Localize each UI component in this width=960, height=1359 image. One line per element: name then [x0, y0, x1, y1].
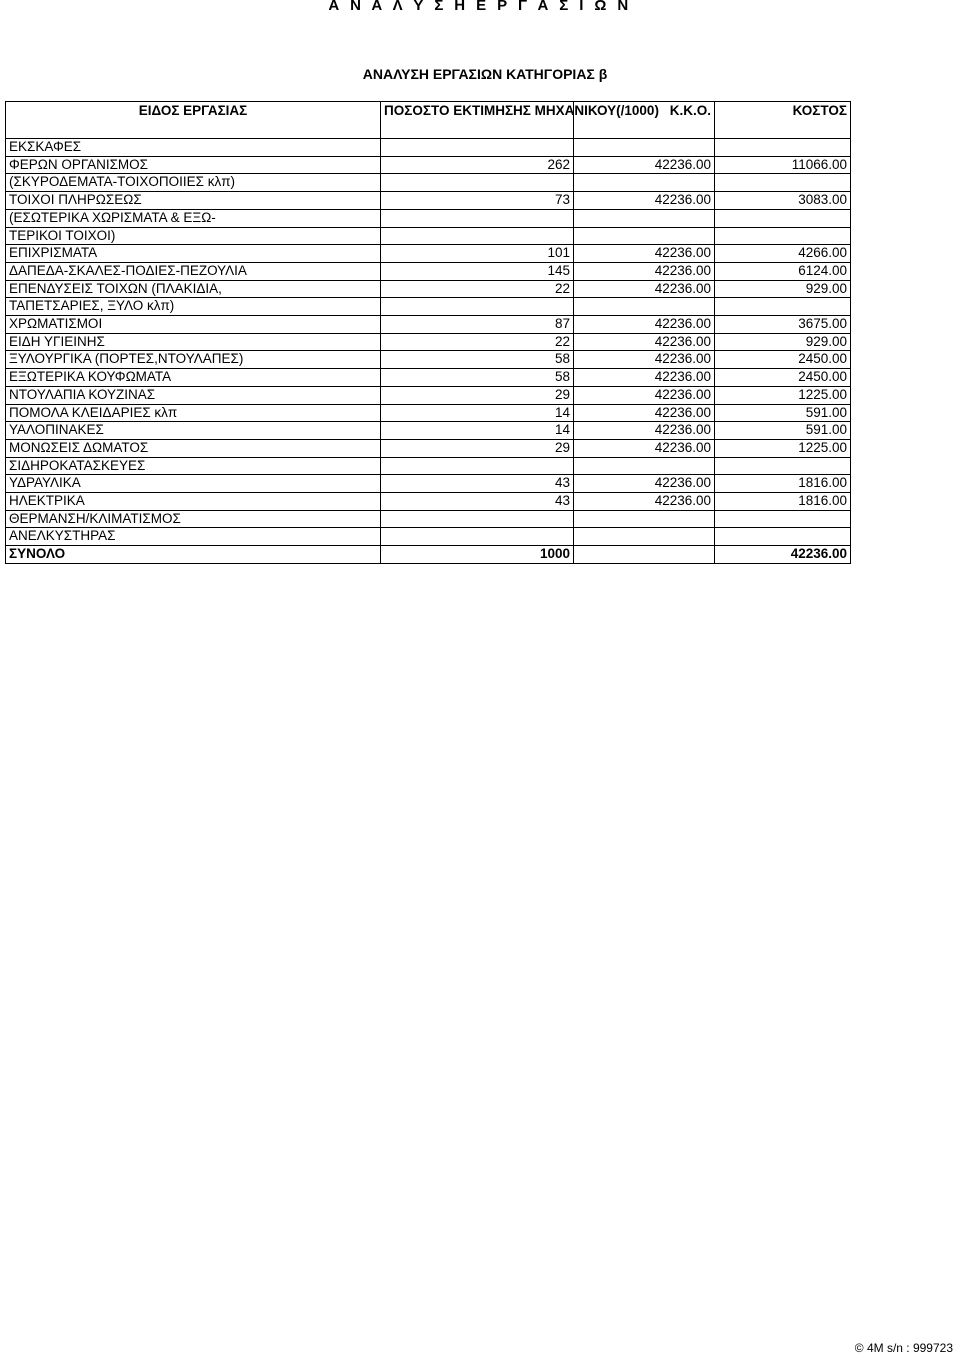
- header-kko: Κ.Κ.Ο.: [574, 102, 715, 139]
- cell-cost: 6124.00: [715, 262, 851, 280]
- table-row: [6, 316, 851, 334]
- cell-cost: 4266.00: [715, 245, 851, 263]
- cell-kko: 42236.00: [574, 316, 715, 334]
- table-row: [6, 475, 851, 493]
- table-row: [6, 351, 851, 369]
- table-row: [6, 422, 851, 440]
- cell-kko: [574, 174, 715, 192]
- cell-percentage: 22: [381, 280, 574, 298]
- cell-cost: 591.00: [715, 422, 851, 440]
- cell-cost: 929.00: [715, 280, 851, 298]
- cell-percentage: [381, 298, 574, 316]
- header-percentage: ΠΟΣΟΣΤΟ ΕΚΤΙΜΗΣΗΣ ΜΗΧΑΝΙΚΟΥ(/1000): [381, 102, 574, 139]
- table-row: [6, 457, 851, 475]
- cell-cost: 591.00: [715, 404, 851, 422]
- cell-kko: 42236.00: [574, 192, 715, 210]
- cell-cost: 11066.00: [715, 156, 851, 174]
- cell-cost: [715, 174, 851, 192]
- cell-cost: 3675.00: [715, 316, 851, 334]
- cell-cost: [715, 209, 851, 227]
- table-header-row: [6, 102, 851, 139]
- cell-cost: 3083.00: [715, 192, 851, 210]
- cell-percentage: [381, 227, 574, 245]
- table-row: [6, 528, 851, 546]
- cell-kko: 42236.00: [574, 493, 715, 511]
- table-row: [6, 386, 851, 404]
- cell-percentage: [381, 510, 574, 528]
- cell-kko: 42236.00: [574, 422, 715, 440]
- cell-work-type: ΥΔΡΑΥΛΙΚΑ: [6, 475, 381, 493]
- cell-work-type: ΝΤΟΥΛΑΠΙΑ ΚΟΥΖΙΝΑΣ: [6, 386, 381, 404]
- cell-kko: 42236.00: [574, 333, 715, 351]
- cell-percentage: [381, 209, 574, 227]
- cell-percentage: 29: [381, 439, 574, 457]
- cell-work-type: ΞΥΛΟΥΡΓΙΚΑ (ΠΟΡΤΕΣ,ΝΤΟΥΛΑΠΕΣ): [6, 351, 381, 369]
- cell-cost: [715, 510, 851, 528]
- cell-cost: 1225.00: [715, 386, 851, 404]
- cell-percentage: 145: [381, 262, 574, 280]
- cell-percentage: 87: [381, 316, 574, 334]
- cell-percentage: [381, 457, 574, 475]
- cell-work-type: ΔΑΠΕΔΑ-ΣΚΑΛΕΣ-ΠΟΔΙΕΣ-ΠΕΖΟΥΛΙΑ: [6, 262, 381, 280]
- cell-work-type: ΕΠΙΧΡΙΣΜΑΤΑ: [6, 245, 381, 263]
- cell-cost: [715, 457, 851, 475]
- cell-percentage: 22: [381, 333, 574, 351]
- cell-work-type: ΗΛΕΚΤΡΙΚΑ: [6, 493, 381, 511]
- cell-work-type: ΥΑΛΟΠΙΝΑΚΕΣ: [6, 422, 381, 440]
- cell-kko: [574, 457, 715, 475]
- cell-percentage: 73: [381, 192, 574, 210]
- cell-work-type: ΤΑΠΕΤΣΑΡΙΕΣ, ΞΥΛΟ κλπ): [6, 298, 381, 316]
- cell-kko: 42236.00: [574, 369, 715, 387]
- table-body: [6, 139, 851, 564]
- cell-cost: [715, 298, 851, 316]
- header-cost: ΚΟΣΤΟΣ: [715, 102, 851, 139]
- cell-cost: 2450.00: [715, 369, 851, 387]
- cell-cost: 2450.00: [715, 351, 851, 369]
- cell-cost: 1816.00: [715, 475, 851, 493]
- cell-percentage: 58: [381, 351, 574, 369]
- cell-work-type: ΕΠΕΝΔΥΣΕΙΣ ΤΟΙΧΩΝ (ΠΛΑΚΙΔΙΑ,: [6, 280, 381, 298]
- cell-cost: [715, 227, 851, 245]
- document-subtitle: ΑΝΑΛΥΣΗ ΕΡΓΑΣΙΩΝ ΚΑΤΗΓΟΡΙΑΣ β: [362, 66, 608, 82]
- cell-percentage: 14: [381, 422, 574, 440]
- table-row: [6, 439, 851, 457]
- cell-kko: 42236.00: [574, 262, 715, 280]
- cell-percentage: [381, 139, 574, 157]
- cell-percentage: 58: [381, 369, 574, 387]
- cell-percentage: 43: [381, 493, 574, 511]
- cell-work-type: ΕΞΩΤΕΡΙΚΑ ΚΟΥΦΩΜΑΤΑ: [6, 369, 381, 387]
- cell-kko: 42236.00: [574, 404, 715, 422]
- cell-kko: 42236.00: [574, 351, 715, 369]
- cell-kko: [574, 209, 715, 227]
- cell-cost: 1225.00: [715, 439, 851, 457]
- cell-work-type: ΧΡΩΜΑΤΙΣΜΟΙ: [6, 316, 381, 334]
- cell-percentage: [381, 528, 574, 546]
- cell-kko: [574, 139, 715, 157]
- serial-footer: © 4M s/n : 999723: [854, 1341, 953, 1355]
- table-row: [6, 209, 851, 227]
- cell-cost: 929.00: [715, 333, 851, 351]
- cell-work-type: ΕΙΔΗ ΥΓΙΕΙΝΗΣ: [6, 333, 381, 351]
- cell-cost: 1816.00: [715, 493, 851, 511]
- cell-work-type: (ΣΚΥΡΟΔΕΜΑΤΑ-ΤΟΙΧΟΠΟΙΙΕΣ κλπ): [6, 174, 381, 192]
- cell-percentage: 29: [381, 386, 574, 404]
- cell-kko: 42236.00: [574, 386, 715, 404]
- table-row: [6, 156, 851, 174]
- cell-cost: [715, 528, 851, 546]
- table-row: [6, 333, 851, 351]
- cell-work-type: ΑΝΕΛΚΥΣΤΗΡΑΣ: [6, 528, 381, 546]
- total-row: [6, 546, 851, 564]
- cell-work-type: ΕΚΣΚΑΦΕΣ: [6, 139, 381, 157]
- cell-work-type: ΣΥΝΟΛΟ: [6, 546, 381, 564]
- document-title: Α Ν Α Λ Υ Σ Η Ε Ρ Γ Α Σ Ι Ω Ν: [328, 0, 632, 14]
- works-analysis-table: [5, 101, 851, 564]
- table-row: [6, 192, 851, 210]
- table-row: [6, 369, 851, 387]
- cell-work-type: ΣΙΔΗΡΟΚΑΤΑΣΚΕΥΕΣ: [6, 457, 381, 475]
- cell-kko: [574, 528, 715, 546]
- table-row: [6, 510, 851, 528]
- cell-work-type: ΘΕΡΜΑΝΣΗ/ΚΛΙΜΑΤΙΣΜΟΣ: [6, 510, 381, 528]
- cell-work-type: (ΕΣΩΤΕΡΙΚΑ ΧΩΡΙΣΜΑΤΑ & ΕΞΩ-: [6, 209, 381, 227]
- cell-percentage: 43: [381, 475, 574, 493]
- cell-kko: [574, 546, 715, 564]
- table-row: [6, 139, 851, 157]
- cell-kko: 42236.00: [574, 245, 715, 263]
- table-row: [6, 404, 851, 422]
- cell-work-type: ΜΟΝΩΣΕΙΣ ΔΩΜΑΤΟΣ: [6, 439, 381, 457]
- cell-kko: 42236.00: [574, 475, 715, 493]
- cell-work-type: ΠΟΜΟΛΑ ΚΛΕΙΔΑΡΙΕΣ κλπ: [6, 404, 381, 422]
- cell-percentage: [381, 174, 574, 192]
- cell-percentage: 262: [381, 156, 574, 174]
- table-row: [6, 280, 851, 298]
- cell-kko: 42236.00: [574, 439, 715, 457]
- cell-kko: [574, 227, 715, 245]
- cell-kko: 42236.00: [574, 280, 715, 298]
- table-row: [6, 262, 851, 280]
- cell-work-type: ΦΕΡΩΝ ΟΡΓΑΝΙΣΜΟΣ: [6, 156, 381, 174]
- cell-percentage: 1000: [381, 546, 574, 564]
- cell-work-type: ΤΟΙΧΟΙ ΠΛΗΡΩΣΕΩΣ: [6, 192, 381, 210]
- cell-percentage: 14: [381, 404, 574, 422]
- cell-kko: 42236.00: [574, 156, 715, 174]
- cell-kko: [574, 298, 715, 316]
- table-row: [6, 227, 851, 245]
- cell-cost: [715, 139, 851, 157]
- table-row: [6, 298, 851, 316]
- table-row: [6, 493, 851, 511]
- header-work-type: ΕΙΔΟΣ ΕΡΓΑΣΙΑΣ: [6, 102, 381, 139]
- table-row: [6, 245, 851, 263]
- cell-kko: [574, 510, 715, 528]
- cell-cost: 42236.00: [715, 546, 851, 564]
- table-row: [6, 174, 851, 192]
- cell-percentage: 101: [381, 245, 574, 263]
- cell-work-type: ΤΕΡΙΚΟΙ ΤΟΙΧΟΙ): [6, 227, 381, 245]
